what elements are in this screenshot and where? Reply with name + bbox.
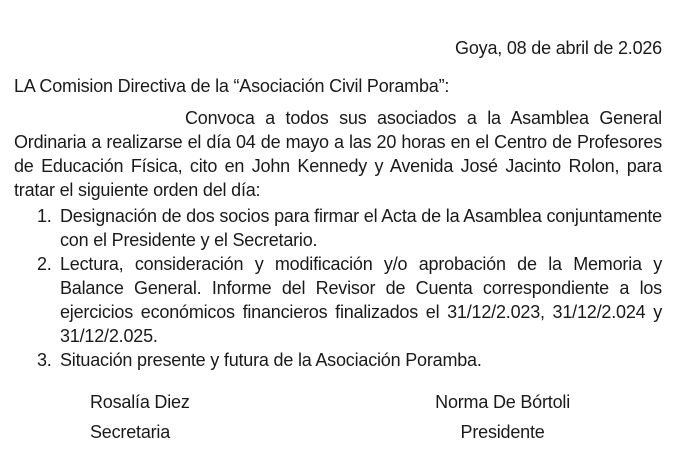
agenda-item-text: Lectura, consideración y modificación y/o aprobación de la Memoria y Balance General. Informe del Revisor de Cuenta correspondiente a los ejercicios económicos financieros finalizados el 31/12/2.023, 31/12/2.024 y 31/12/2.025. (60, 254, 662, 346)
agenda-item-text: Designación de dos socios para firmar el Acta de la Asamblea conjuntamente con el Presidente y el Secretario. (60, 206, 662, 250)
agenda-item-1 (37, 204, 662, 252)
agenda-item-number: 2. (37, 254, 52, 274)
date-line: Goya, 08 de abril de 2.026 (455, 38, 662, 58)
salutation-line: LA Comision Directiva de la “Asociación Civil Poramba”: (14, 76, 450, 96)
signature-block (14, 390, 662, 444)
signatory-title: Presidente (460, 422, 545, 442)
signatory-title: Secretaria (90, 422, 171, 442)
convocation-paragraph: Convoca a todos sus asociados a la Asamblea General Ordinaria a realizarse el día 04 de mayo a las 20 horas en el Centro de Profesores de Educación Física, cito en John Kennedy y Avenida José Jacinto Rolon, para tratar el siguiente orden del día: (14, 108, 662, 200)
signatory-name: Norma De Bórtoli (435, 392, 570, 412)
agenda-item-3 (37, 348, 662, 372)
signature-president (435, 390, 570, 444)
signature-secretary (90, 390, 190, 444)
agenda-item-number: 3. (37, 350, 52, 370)
signatory-name: Rosalía Diez (90, 392, 190, 412)
agenda-item-number: 1. (37, 206, 52, 226)
agenda-item-2 (37, 252, 662, 348)
agenda-item-text: Situación presente y futura de la Asociación Poramba. (60, 350, 482, 370)
agenda-list (14, 204, 662, 372)
